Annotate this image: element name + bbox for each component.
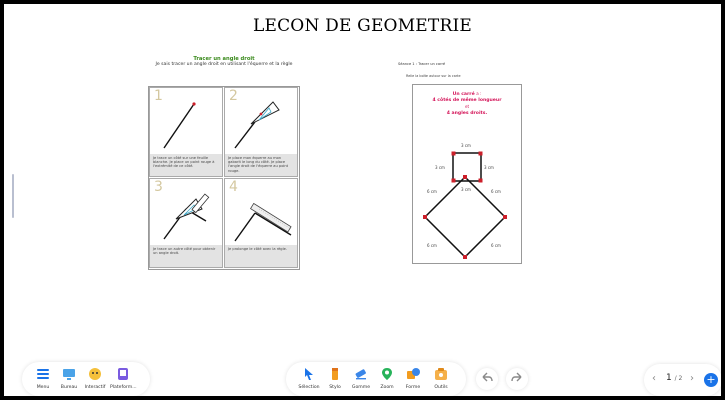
worksheet-title: Tracer un angle droit — [193, 56, 255, 62]
step-text: Je trace un autre côté pour obtenir un angle droit. — [150, 245, 222, 267]
tools-icon — [433, 366, 449, 382]
undo-button[interactable] — [476, 368, 498, 390]
big-square-label-br: 6 cm — [491, 243, 501, 248]
pen-icon — [327, 366, 343, 382]
step-text: Je prolonge le côté avec la règle. — [225, 245, 297, 267]
step-number: 2 — [229, 88, 238, 104]
worksheet-heading: Séance 1 : Tracer un carré — [398, 62, 446, 66]
side-panel-handle[interactable] — [12, 174, 14, 218]
whiteboard-canvas[interactable] — [4, 4, 721, 396]
platform-icon — [115, 366, 131, 382]
plus-icon: + — [706, 373, 716, 386]
worksheet-instruction: Relie la boîte autour sur la carte — [406, 74, 461, 78]
square-diagram-panel — [412, 84, 522, 264]
small-square-label-right: 3 cm — [484, 165, 494, 170]
step-cell-2 — [224, 87, 298, 177]
current-page: 1 — [666, 373, 672, 383]
small-square-label-bottom: 3 cm — [461, 187, 471, 192]
plateforme-button[interactable] — [110, 366, 136, 390]
ruler-drawing-icon — [225, 179, 299, 247]
definition-line2: 4 côtés de même longueur — [432, 98, 502, 104]
stylo-label: Stylo — [329, 385, 341, 390]
outils-label: Outils — [434, 385, 448, 390]
definition-line4: 4 angles droits. — [446, 110, 488, 116]
cursor-icon — [301, 366, 317, 382]
menu-icon — [35, 366, 51, 382]
interactive-icon — [87, 366, 103, 382]
gomme-button[interactable] — [348, 366, 374, 390]
big-square-label-bl: 6 cm — [427, 243, 437, 248]
steps-grid — [148, 86, 300, 270]
plateforme-label: Plateform... — [110, 385, 137, 390]
zoom-label: Zoom — [380, 385, 394, 390]
undo-icon — [476, 368, 498, 390]
definition-line1: Un carré — [452, 92, 475, 97]
definition-line1b: a : — [476, 91, 482, 96]
big-square-label-tl: 6 cm — [427, 189, 437, 194]
pencil-drawing-icon — [150, 179, 224, 247]
prev-page-icon[interactable]: ‹ — [652, 373, 656, 384]
shape-icon — [405, 366, 421, 382]
eraser-icon — [353, 366, 369, 382]
right-angle-worksheet[interactable] — [144, 56, 304, 268]
set-square-icon — [225, 88, 299, 156]
zoom-button[interactable] — [374, 366, 400, 390]
definition-line3: et — [464, 104, 470, 110]
add-page-button[interactable] — [704, 373, 718, 387]
step-cell-3 — [149, 178, 223, 268]
page-navigator — [644, 364, 721, 396]
step-text: Je trace un côté sur une feuille blanche. Je place un point rouge à l'extrémité de ce côté. — [150, 154, 222, 176]
page-title: LECON DE GEOMETRIE — [253, 16, 472, 36]
desktop-icon — [61, 366, 77, 382]
gomme-label: Gomme — [351, 385, 371, 390]
step-cell-1 — [149, 87, 223, 177]
next-page-icon[interactable]: › — [690, 373, 694, 384]
redo-button[interactable] — [506, 368, 528, 390]
forme-button[interactable] — [400, 366, 426, 390]
interactif-label: Interactif — [84, 385, 106, 390]
square-drawings — [413, 85, 521, 263]
step-number: 4 — [229, 179, 238, 195]
square-worksheet[interactable] — [398, 60, 528, 270]
interactif-button[interactable] — [82, 366, 108, 390]
selection-label: Sélection — [298, 385, 320, 390]
page-indicator — [666, 373, 682, 383]
small-square-label-top: 3 cm — [461, 143, 471, 148]
total-pages: / 2 — [674, 375, 683, 382]
outils-button[interactable] — [428, 366, 454, 390]
big-square-label-tr: 6 cm — [491, 189, 501, 194]
step-cell-4 — [224, 178, 298, 268]
menu-label: Menu — [36, 385, 50, 390]
step-number: 1 — [154, 88, 163, 104]
forme-label: Forme — [405, 385, 421, 390]
zoom-icon — [379, 366, 395, 382]
line-drawing-icon — [150, 88, 224, 156]
stylo-button[interactable] — [322, 366, 348, 390]
redo-icon — [506, 368, 528, 390]
step-number: 3 — [154, 179, 163, 195]
toolbar-tools — [286, 362, 466, 396]
bureau-label: Bureau — [60, 385, 78, 390]
menu-button[interactable] — [30, 366, 56, 390]
step-text: Je place mon équerre au mon gabarit le long du côté. Je place l'angle droit de l'équerre au point rouge. — [225, 154, 297, 176]
small-square-label-left: 3 cm — [435, 165, 445, 170]
selection-button[interactable] — [296, 366, 322, 390]
toolbar-main — [22, 362, 150, 396]
bureau-button[interactable] — [56, 366, 82, 390]
worksheet-subtitle: Je sais tracer un angle droit en utilisant l'équerre et la règle — [155, 62, 293, 67]
